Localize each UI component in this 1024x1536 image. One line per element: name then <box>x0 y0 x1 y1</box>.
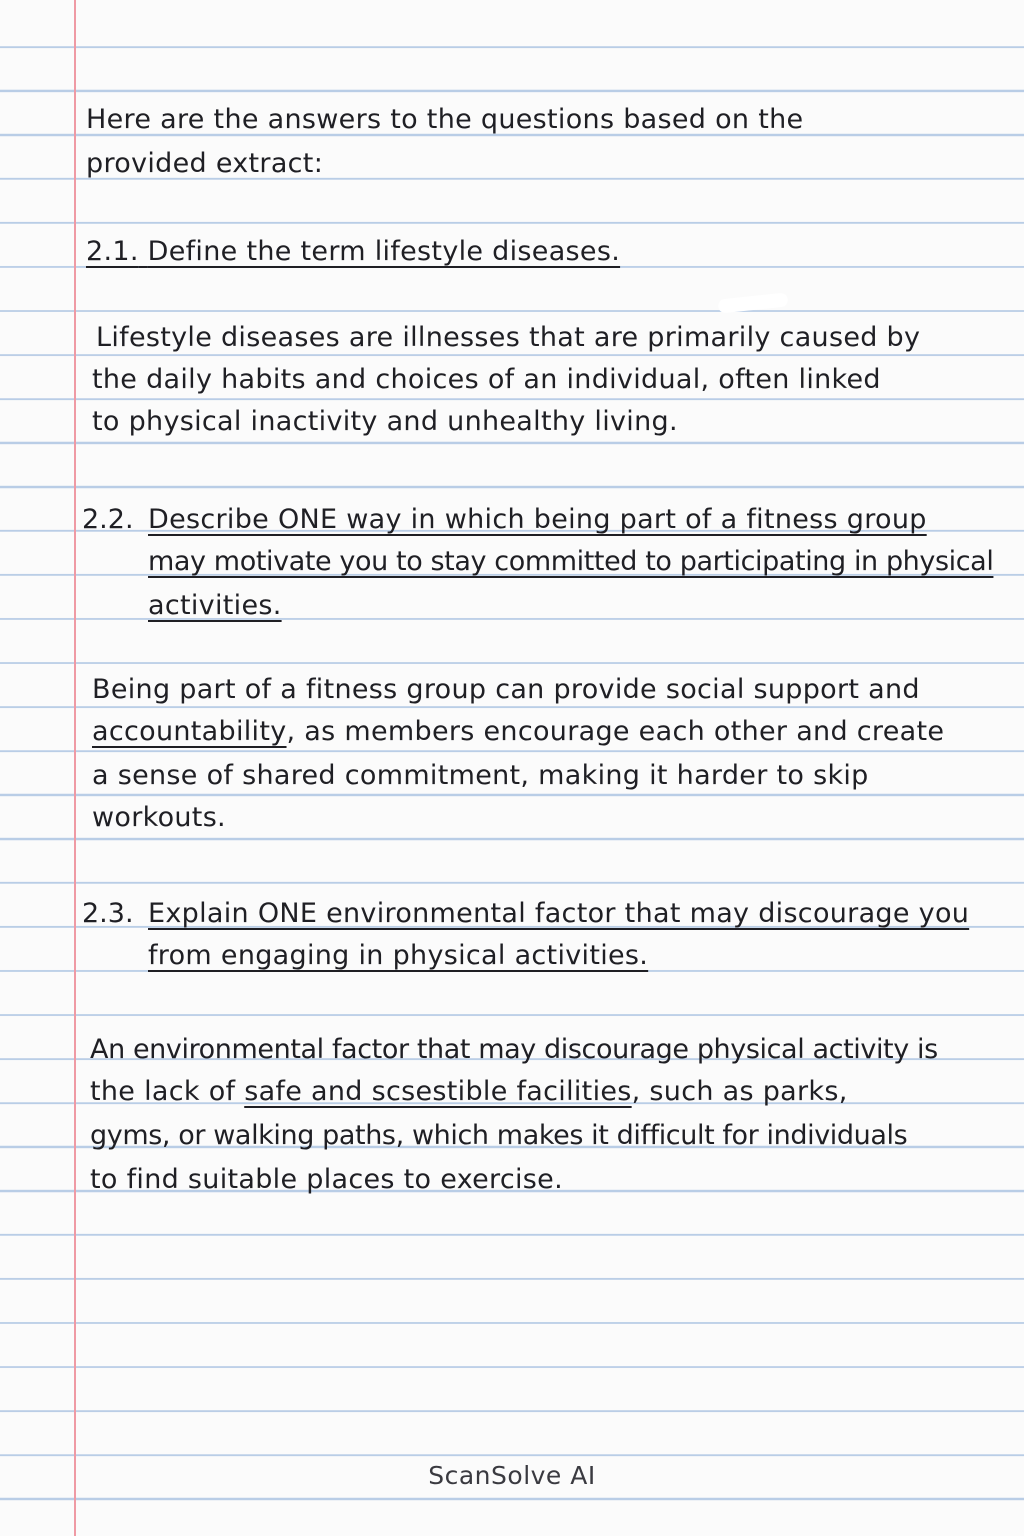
question-2-2-line-1: Describe ONE way in which being part of a fitness group <box>148 504 927 535</box>
answer-2-3-line-4: to find suitable places to exercise. <box>90 1164 563 1195</box>
answer-2-3-line-1: An environmental factor that may discourage physical activity is <box>90 1034 938 1065</box>
answer-2-1-line-3: to physical inactivity and unhealthy living. <box>92 406 678 437</box>
eraser-mark <box>717 292 788 313</box>
answer-2-3-underlined-term: safe and scsestible facilities <box>244 1076 632 1107</box>
brand-footer: ScanSolve AI <box>428 1461 596 1490</box>
answer-2-2-line-4: workouts. <box>92 802 226 833</box>
question-2-3-number: 2.3. <box>82 898 134 929</box>
question-2-1-number: 2.1. <box>86 236 139 267</box>
answer-2-1-line-2: the daily habits and choices of an individual, often linked <box>92 364 881 395</box>
question-2-2-number: 2.2. <box>82 504 134 535</box>
answer-2-3-line-2-start: the lack of <box>90 1076 245 1107</box>
answer-2-2-line-2 <box>92 716 944 748</box>
answer-2-3-line-2-end: , such as parks, <box>631 1076 848 1107</box>
question-2-1 <box>86 236 620 268</box>
answer-2-3-line-2 <box>90 1076 848 1108</box>
intro-line-2: provided extract: <box>86 148 324 179</box>
answer-2-2-line-2-rest: , as members encourage each other and create <box>286 716 945 747</box>
answer-2-1-line-1: Lifestyle diseases are illnesses that are primarily caused by <box>96 322 921 353</box>
answer-2-2-underlined-term: accountability <box>92 716 287 747</box>
question-2-1-text: Define the term lifestyle diseases. <box>147 236 621 267</box>
question-2-2-line-3: activities. <box>148 590 282 621</box>
question-2-3-line-2: from engaging in physical activities. <box>148 940 649 971</box>
answer-2-2-line-1: Being part of a fitness group can provide social support and <box>92 674 920 705</box>
answer-2-2-line-3: a sense of shared commitment, making it harder to skip <box>92 760 869 791</box>
question-2-3-line-1: Explain ONE environmental factor that may discourage you <box>148 898 970 929</box>
intro-line-1: Here are the answers to the questions based on the <box>86 104 804 135</box>
question-2-2-line-2: may motivate you to stay committed to participating in physical <box>148 546 994 577</box>
answer-2-3-line-3: gyms, or walking paths, which makes it difficult for individuals <box>90 1120 908 1151</box>
